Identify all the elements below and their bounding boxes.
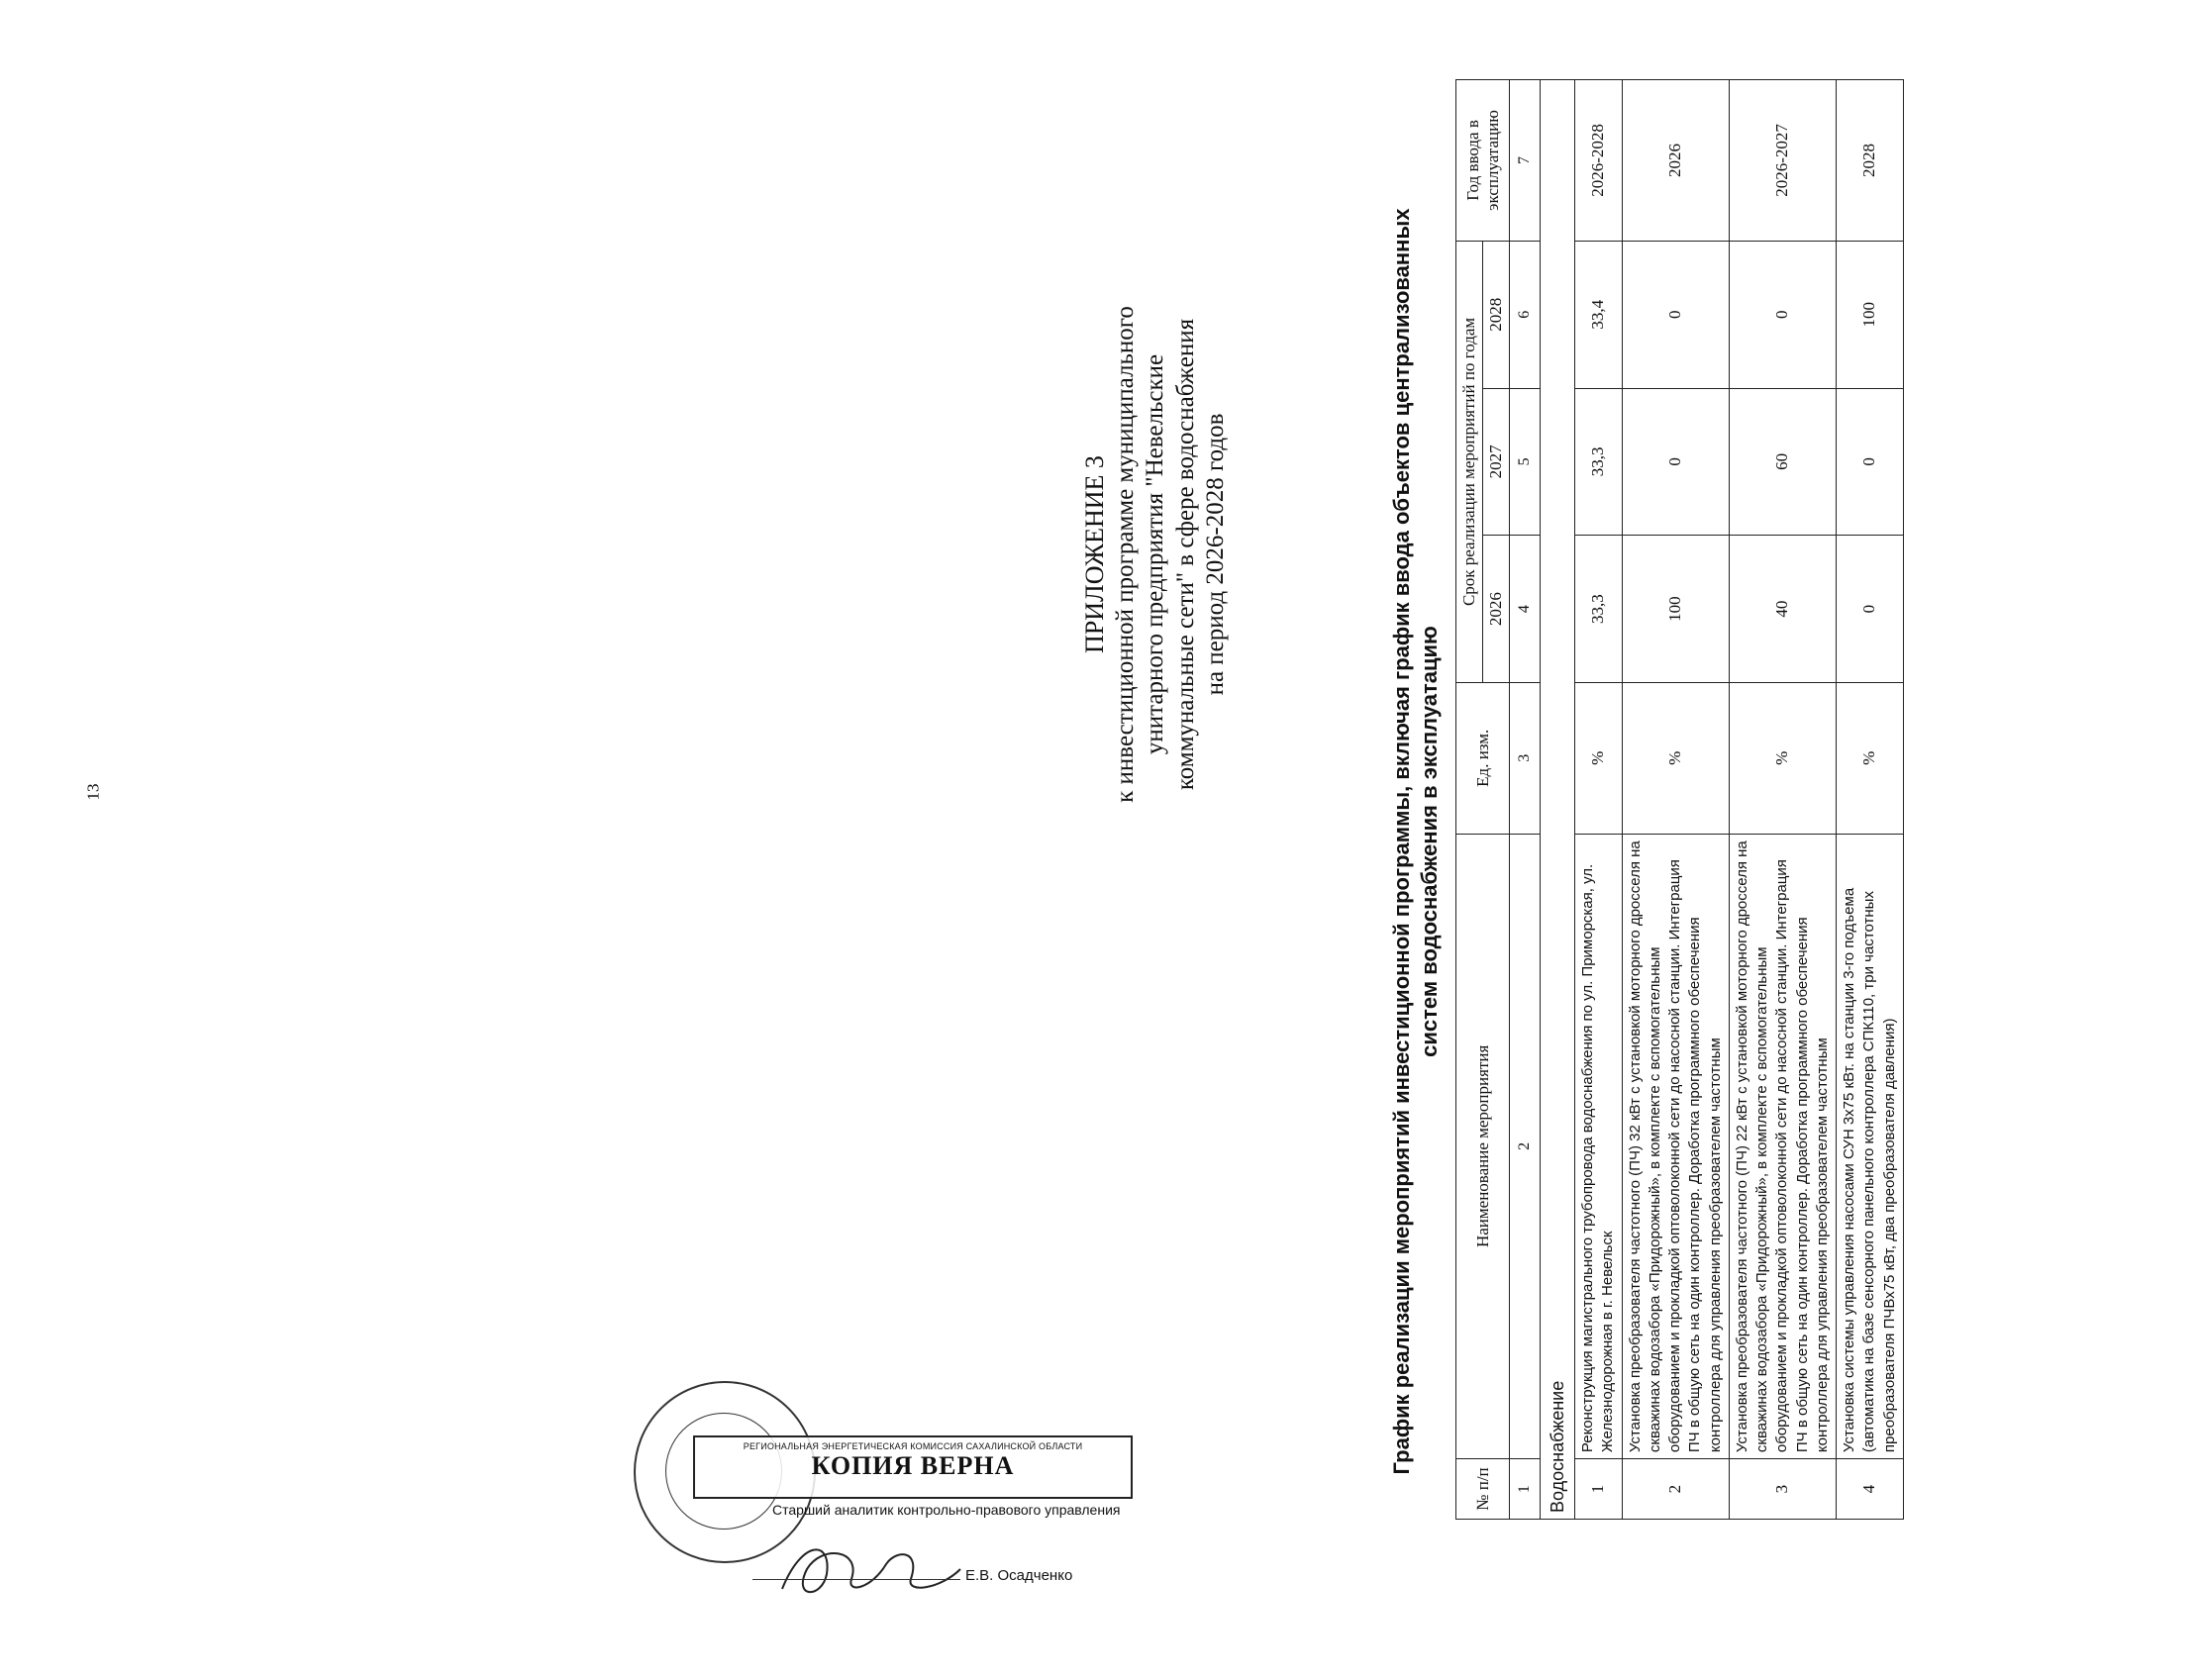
row-num: 1 — [1575, 1459, 1623, 1520]
row-intro-year: 2026-2028 — [1575, 80, 1623, 242]
stamp-signer-role: Старший аналитик контрольно-правового управления — [772, 1502, 1121, 1518]
column-index: 7 — [1510, 80, 1541, 242]
row-num: 4 — [1837, 1459, 1904, 1520]
row-2026: 40 — [1729, 536, 1836, 683]
section-row — [1541, 80, 1575, 1520]
table-row — [1837, 80, 1904, 1520]
header-year-2027: 2027 — [1483, 388, 1510, 536]
stamp-organization: РЕГИОНАЛЬНАЯ ЭНЕРГЕТИЧЕСКАЯ КОМИССИЯ САХАЛИНСКОЙ ОБЛАСТИ — [743, 1441, 1083, 1451]
row-2027: 60 — [1729, 388, 1836, 536]
appendix-heading: ПРИЛОЖЕНИЕ 3 — [1080, 455, 1109, 653]
row-name: Установка преобразователя частотного (ПЧ) 32 кВт с установкой моторного дросселя на скважинах водозабора «Придорожный», в комплекте с вспомогательным оборудованием и прокладкой оптоволоконной сети до насосной станции. Интеграция ПЧ в общую сеть на один контроллер. Доработка программного обеспечения контроллера для управления преобразователем частотным — [1622, 834, 1729, 1459]
landscape-page — [1079, 40, 2109, 1643]
rotated-sheet — [1079, 0, 2198, 40]
header-name: Наименование мероприятия — [1456, 834, 1510, 1459]
title-line: систем водоснабжения в эксплуатацию — [1416, 626, 1442, 1057]
table-row — [1622, 80, 1729, 1520]
row-2028: 0 — [1622, 241, 1729, 388]
column-index: 1 — [1510, 1459, 1541, 1520]
appendix-line: коммунальные сети" в сфере водоснабжения — [1171, 318, 1199, 791]
header-period: Срок реализации мероприятий по годам — [1456, 241, 1483, 682]
appendix-block — [1079, 277, 1232, 832]
page-number: 13 — [83, 783, 103, 801]
handwritten-signature-icon — [772, 1530, 970, 1609]
schedule-table — [1455, 79, 1904, 1520]
row-num: 2 — [1622, 1459, 1729, 1520]
row-2026: 33,3 — [1575, 536, 1623, 683]
row-name: Реконструкция магистрального трубопровода водоснабжения по ул. Приморская, ул. Железнодорожная в г. Невельск — [1575, 834, 1623, 1459]
row-intro-year: 2028 — [1837, 80, 1904, 242]
section-title: Водоснабжение — [1541, 80, 1575, 1520]
row-unit: % — [1837, 682, 1904, 834]
copy-certified-stamp — [693, 1435, 1133, 1499]
column-index: 5 — [1510, 388, 1541, 536]
row-num: 3 — [1729, 1459, 1836, 1520]
header-num: № п/п — [1456, 1459, 1510, 1520]
column-index: 2 — [1510, 834, 1541, 1459]
row-2027: 0 — [1837, 388, 1904, 536]
header-year-2028: 2028 — [1483, 241, 1510, 388]
row-intro-year: 2026-2027 — [1729, 80, 1836, 242]
row-2026: 100 — [1622, 536, 1729, 683]
column-index: 4 — [1510, 536, 1541, 683]
row-2026: 0 — [1837, 536, 1904, 683]
table-row — [1575, 80, 1623, 1520]
row-2027: 0 — [1622, 388, 1729, 536]
row-name: Установка преобразователя частотного (ПЧ) 22 кВт с установкой моторного дросселя на скважинах водозабора «Придорожный», в комплекте с вспомогательным оборудованием и прокладкой оптоволоконной сети до насосной станции. Интеграция ПЧ в общую сеть на один контроллер. Доработка программного обеспечения контроллера для управления преобразователем частотным — [1729, 834, 1836, 1459]
title-line: График реализации мероприятий инвестиционной программы, включая график ввода объектов централизованных — [1389, 208, 1414, 1475]
table-row — [1729, 80, 1836, 1520]
row-2028: 33,4 — [1575, 241, 1623, 388]
column-index: 3 — [1510, 682, 1541, 834]
header-year-2026: 2026 — [1483, 536, 1510, 683]
stamp-signer-name: Е.В. Осадченко — [965, 1567, 1073, 1584]
column-index-row — [1510, 80, 1541, 1520]
row-unit: % — [1622, 682, 1729, 834]
header-unit: Ед. изм. — [1456, 682, 1510, 834]
signature-line — [752, 1579, 960, 1580]
stamp-copy-label: КОПИЯ ВЕРНА — [811, 1451, 1015, 1480]
row-2028: 0 — [1729, 241, 1836, 388]
appendix-line: к инвестиционной программе муниципального — [1111, 306, 1139, 803]
row-unit: % — [1575, 682, 1623, 834]
row-2027: 33,3 — [1575, 388, 1623, 536]
row-unit: % — [1729, 682, 1836, 834]
row-name: Установка системы управления насосами СУН 3х75 кВт. на станции 3-го подъема (автоматика на базе сенсорного панельного контроллера СПК110, три частотных преобразователя ПЧВх75 кВт, два преобразователя давления) — [1837, 834, 1904, 1459]
row-intro-year: 2026 — [1622, 80, 1729, 242]
header-row — [1456, 80, 1483, 1520]
document-title — [1388, 139, 1443, 1544]
column-index: 6 — [1510, 241, 1541, 388]
header-intro-year: Год ввода в эксплуатацию — [1456, 80, 1510, 242]
appendix-line: унитарного предприятия "Невельские — [1142, 353, 1169, 755]
appendix-line: на период 2026-2028 годов — [1202, 413, 1230, 696]
row-2028: 100 — [1837, 241, 1904, 388]
